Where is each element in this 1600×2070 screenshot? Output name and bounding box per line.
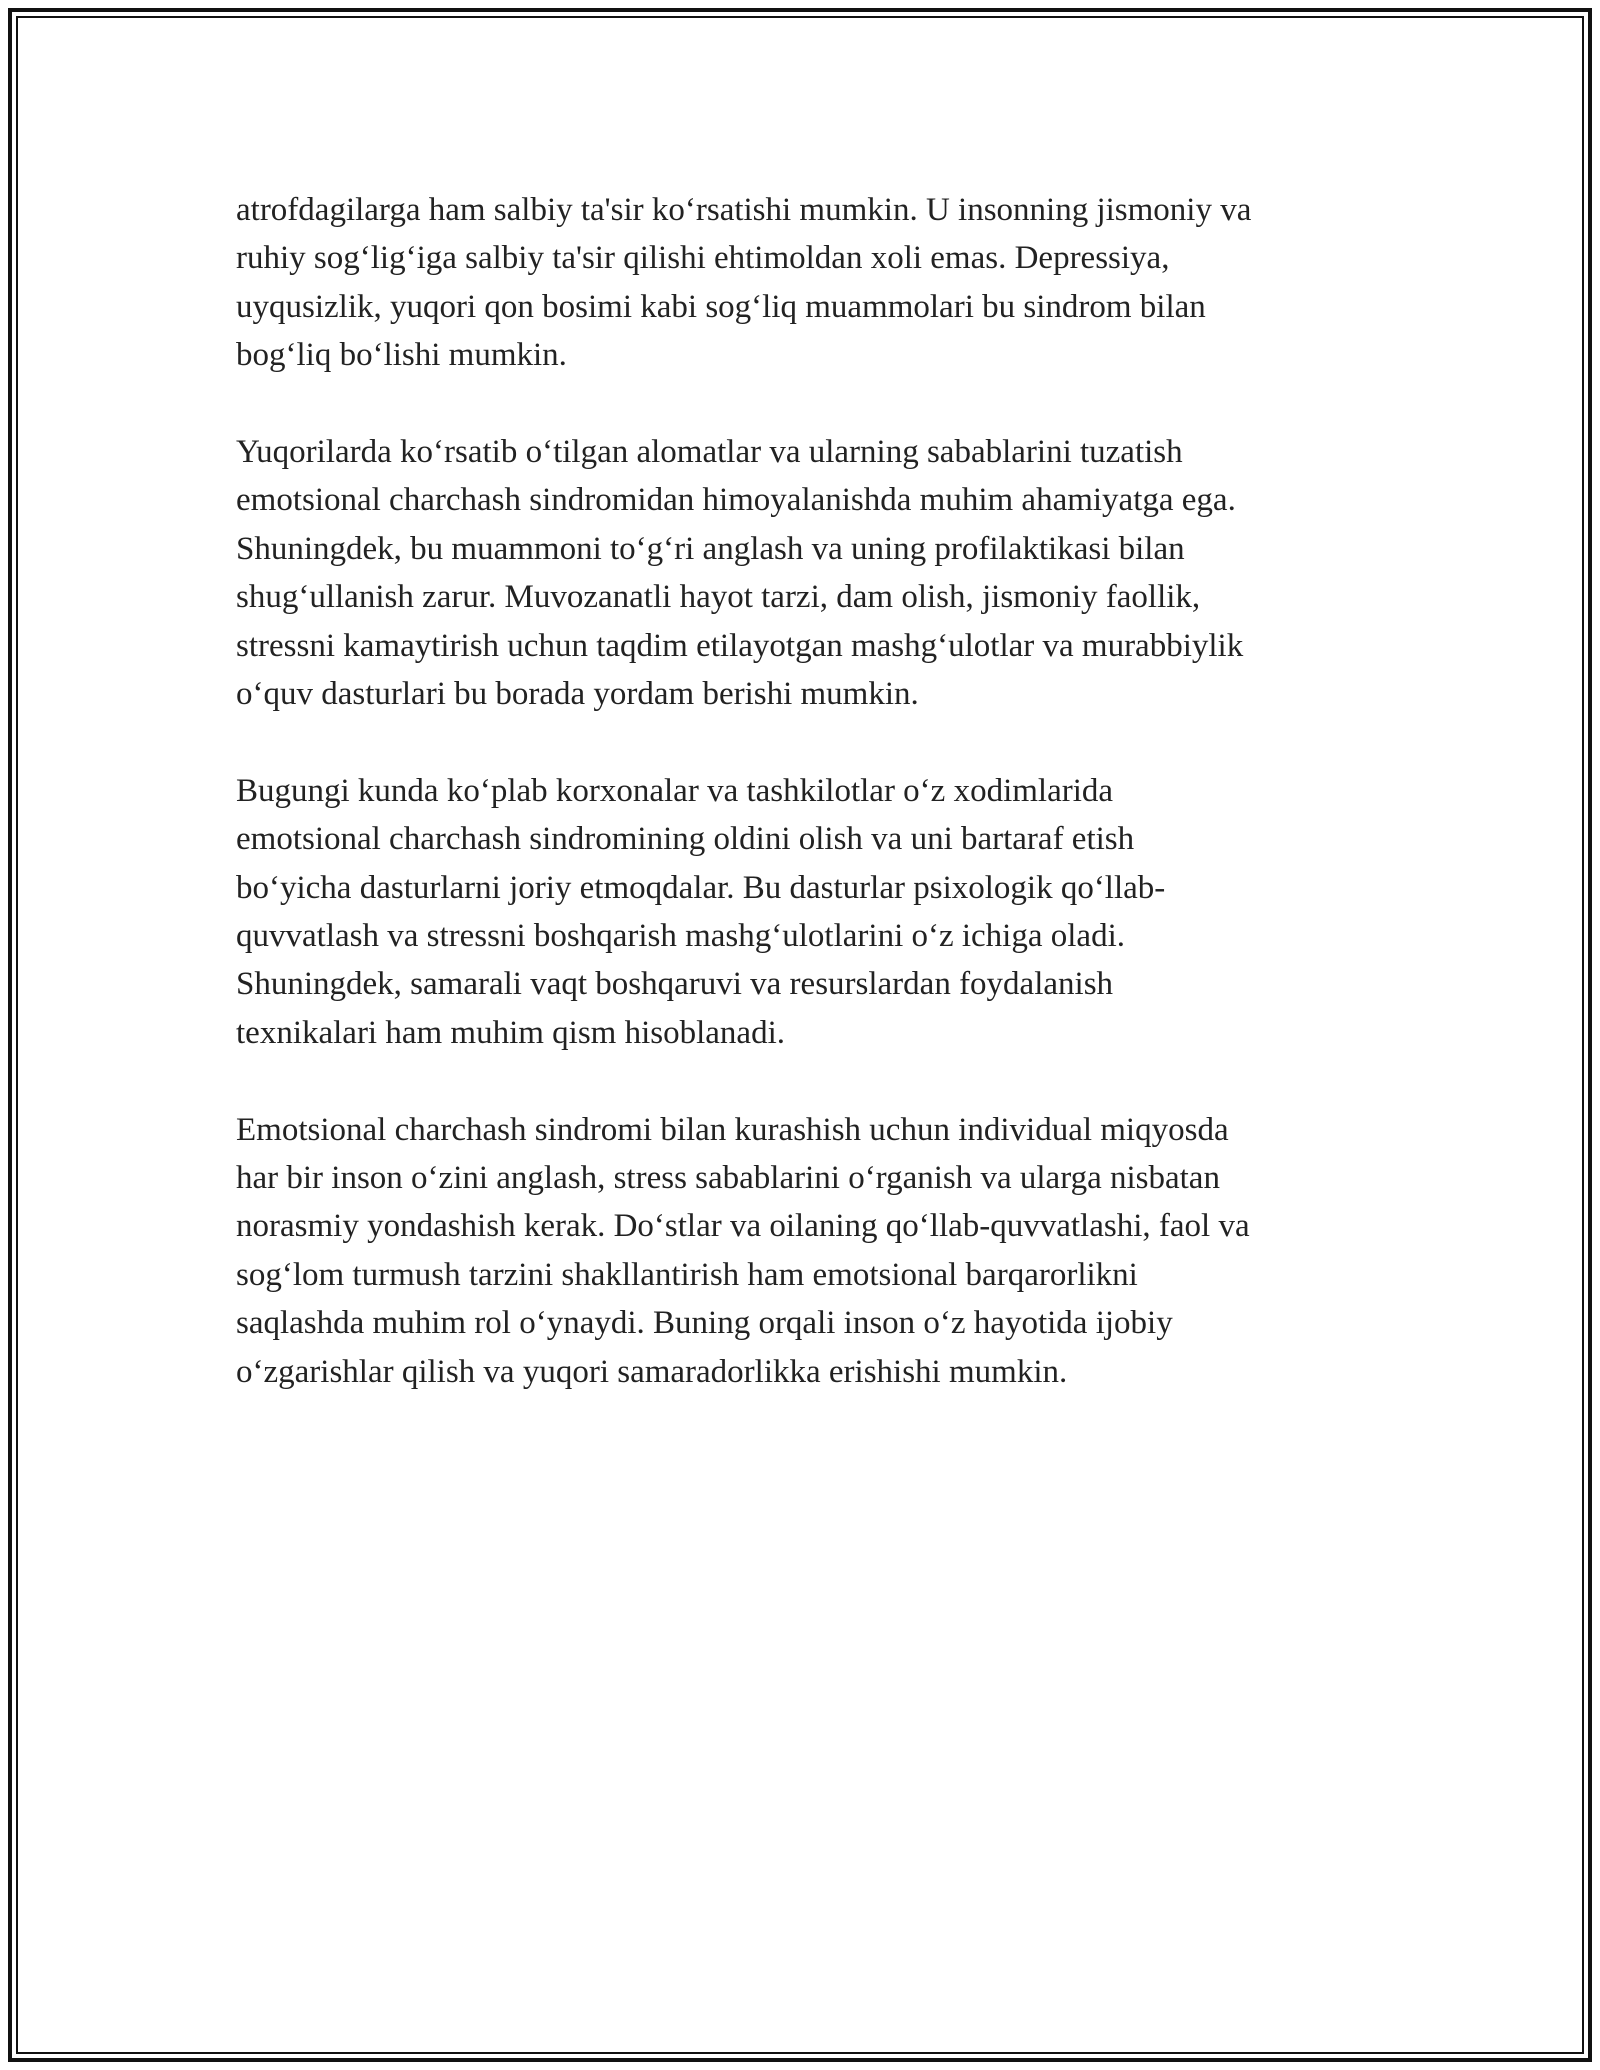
text-line: texnikalari ham muhim qism hisoblanadi. (236, 1014, 785, 1051)
text-line: Shuningdek, bu muammoni to‘g‘ri anglash va uning profilaktikasi bilan (236, 530, 1185, 567)
text-line: emotsional charchash sindromining oldini olish va uni bartaraf etish (236, 821, 1135, 858)
text-line: o‘zgarishlar qilish va yuqori samaradorlikka erishishi mumkin. (236, 1353, 1068, 1390)
paragraph (236, 428, 1376, 718)
text-line: Yuqorilarda ko‘rsatib o‘tilgan alomatlar va ularning sabablarini tuzatish (236, 434, 1183, 471)
text-line: shug‘ullanish zarur. Muvozanatli hayot tarzi, dam olish, jismoniy faollik, (236, 579, 1201, 616)
text-line: sog‘lom turmush tarzini shakllantirish ham emotsional barqarorlikni (236, 1256, 1138, 1293)
text-line: stressni kamaytirish uchun taqdim etilayotgan mashg‘ulotlar va murabbiylik (236, 627, 1244, 664)
text-line: bog‘liq bo‘lishi mumkin. (236, 337, 567, 374)
text-line: emotsional charchash sindromidan himoyalanishda muhim ahamiyatga ega. (236, 482, 1236, 519)
paragraph (236, 1106, 1376, 1396)
text-line: Shuningdek, samarali vaqt boshqaruvi va resurslardan foydalanish (236, 966, 1114, 1003)
text-line: norasmiy yondashish kerak. Do‘stlar va oilaning qo‘llab-quvvatlashi, faol va (236, 1208, 1250, 1245)
text-line: o‘quv dasturlari bu borada yordam berishi mumkin. (236, 676, 919, 713)
text-line: bo‘yicha dasturlarni joriy etmoqdalar. Bu dasturlar psixologik qo‘llab- (236, 869, 1166, 906)
paragraph (236, 186, 1376, 380)
text-line: quvvatlash va stressni boshqarish mashg‘ulotlarini o‘z ichiga oladi. (236, 918, 1125, 955)
text-line: Bugungi kunda ko‘plab korxonalar va tashkilotlar o‘z xodimlarida (236, 772, 1114, 809)
document-body (236, 186, 1376, 1445)
text-line: Emotsional charchash sindromi bilan kurashish uchun individual miqyosda (236, 1111, 1229, 1148)
text-line: atrofdagilarga ham salbiy ta'sir ko‘rsatishi mumkin. U insonning jismoniy va (236, 192, 1252, 228)
text-line: saqlashda muhim rol o‘ynaydi. Buning orqali inson o‘z hayotida ijobiy (236, 1305, 1173, 1342)
text-line: uyqusizlik, yuqori qon bosimi kabi sog‘liq muammolari bu sindrom bilan (236, 288, 1206, 325)
text-line: ruhiy sog‘lig‘iga salbiy ta'sir qilishi ehtimoldan xoli emas. Depressiya, (236, 240, 1170, 277)
paragraph (236, 767, 1376, 1057)
text-line: har bir inson o‘zini anglash, stress sabablarini o‘rganish va ularga nisbatan (236, 1160, 1220, 1197)
